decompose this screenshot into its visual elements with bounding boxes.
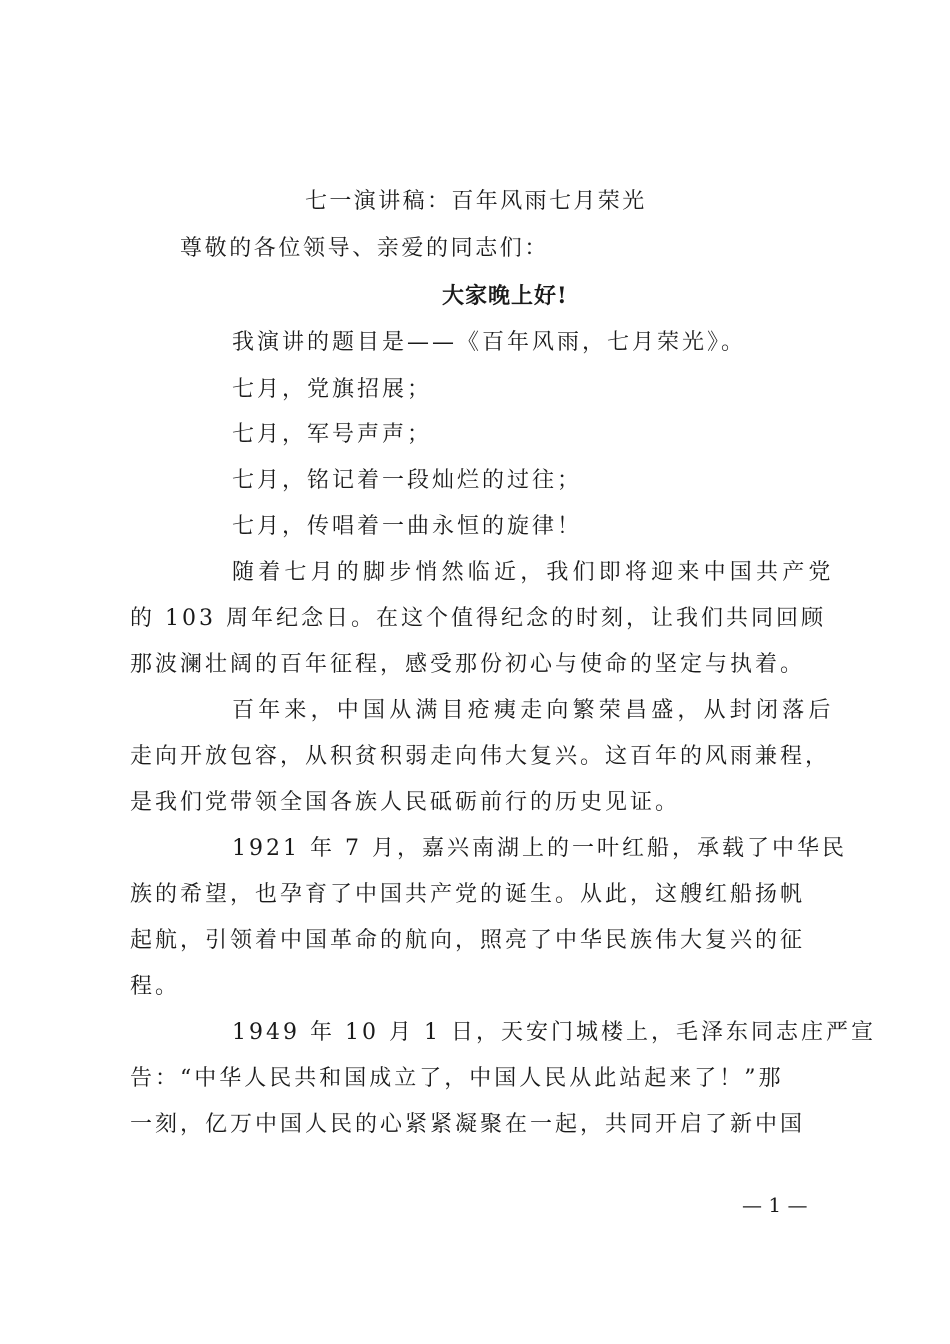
text-line: 我演讲的题目是——《百年风雨，七月荣光》。 <box>232 330 747 355</box>
text-line: 1949 年 10 月 1 日，天安门城楼上，毛泽东同志庄严宣 <box>232 1020 876 1045</box>
text-line: 随着七月的脚步悄然临近，我们即将迎来中国共产党 <box>232 560 835 585</box>
text-line: 七月，铭记着一段灿烂的过往； <box>232 468 583 493</box>
text-line: 一刻，亿万中国人民的心紧紧凝聚在一起，共同开启了新中国 <box>130 1112 806 1137</box>
text-line: 那波澜壮阔的百年征程，感受那份初心与使命的坚定与执着。 <box>130 652 806 677</box>
text-line: 是我们党带领全国各族人民砥砺前行的历史见证。 <box>130 790 681 815</box>
greeting: 大家晚上好! <box>442 283 568 309</box>
page-number: — 1 — <box>742 1193 808 1217</box>
text-line: 七月，党旗招展； <box>232 377 433 402</box>
text-line: 的 103 周年纪念日。在这个值得纪念的时刻，让我们共同回顾 <box>130 606 826 631</box>
text-line: 1921 年 7 月，嘉兴南湖上的一叶红船，承载了中华民 <box>232 836 847 861</box>
text-line: 告：“中华人民共和国成立了，中国人民从此站起来了！”那 <box>130 1066 784 1091</box>
text-line: 族的希望，也孕育了中国共产党的诞生。从此，这艘红船扬帆 <box>130 882 806 907</box>
text-line: 走向开放包容，从积贫积弱走向伟大复兴。这百年的风雨兼程， <box>130 744 831 769</box>
text-line: 程。 <box>130 974 181 999</box>
text-line: 七月，军号声声； <box>232 422 433 447</box>
document-title: 七一演讲稿：百年风雨七月荣光 <box>305 189 647 214</box>
text-line: 七月，传唱着一曲永恒的旋律！ <box>232 514 583 539</box>
text-line: 百年来，中国从满目疮痍走向繁荣昌盛，从封闭落后 <box>232 698 835 723</box>
text-line: 起航，引领着中国革命的航向，照亮了中华民族伟大复兴的征 <box>130 928 806 953</box>
salutation: 尊敬的各位领导、亲爱的同志们： <box>180 236 550 261</box>
